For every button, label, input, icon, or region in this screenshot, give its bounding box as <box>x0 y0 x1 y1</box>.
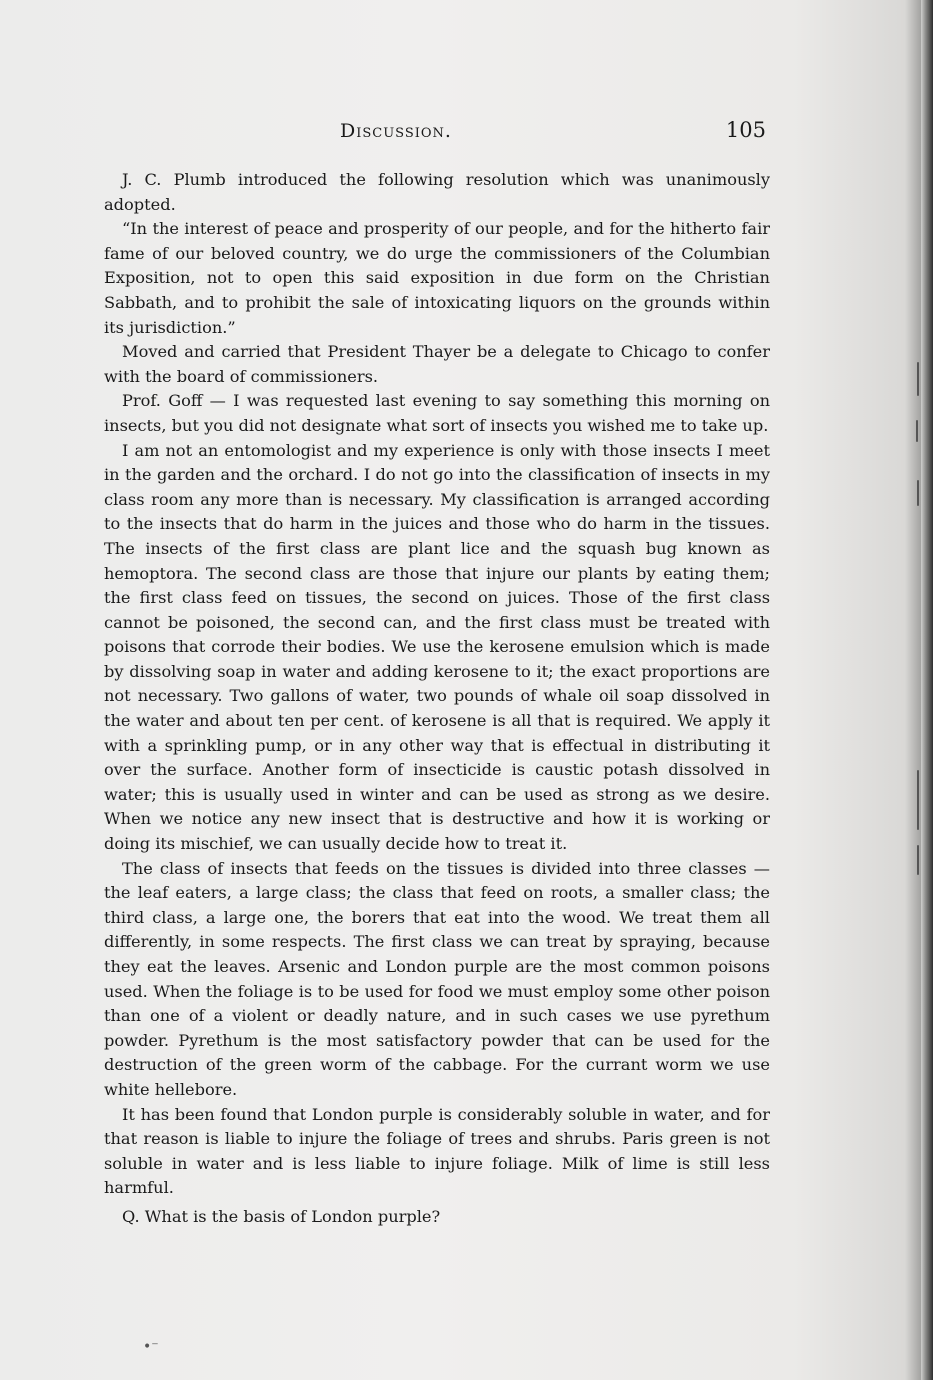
paragraph-classification: I am not an entomologist and my experience is only with those insects I meet in the garden and the orchard. I do not go into the classification of insects in my class room any more than is necessary. My classification is arranged according to the insects that do harm in the juices and those who do harm in the tissues. The insects of the first class are plant lice and the squash bug known as hemoptora. The second class are those that injure our plants by eating them; the first class feed on tissues, the second on juices. Those of the first class cannot be poisoned, the second can, and the first class must be treated with poisons that corrode their bodies. We use the kerosene emulsion which is made by dissolving soap in water and adding kerosene to it; the exact proportions are not necessary. Two gallons of water, two pounds of whale oil soap dissolved in the water and about ten per cent. of kerosene is all that is required. We apply it with a sprinkling pump, or in any other way that is effectual in distributing it over the surface. Another form of insecticide is caustic potash dissolved in water; this is usually used in winter and can be used as strong as we desire. When we notice any new insect that is destructive and how it is working or doing its mischief, we can usually decide how to treat it. <box>104 440 770 854</box>
page-body <box>104 168 770 1230</box>
edge-mark <box>917 362 919 396</box>
paragraph-tissue-feeders: The class of insects that feeds on the tissues is divided into three classes — the leaf eaters, a large class; the class that feed on roots, a smaller class; the third class, a large one, the borers that eat into the wood. We treat them all differently, in some respects. The first class we can treat by spraying, because they eat the leaves. Arsenic and London purple are the most common poisons used. When the foliage is to be used for food we must employ some other poison than one of a violent or deadly nature, and in such cases we use pyrethum powder. Pyrethum is the most satisfactory powder that can be used for the destruction of the green worm of the cabbage. For the currant worm we use white hellebore. <box>104 858 770 1099</box>
page-number: 105 <box>725 118 766 142</box>
paragraph-resolution-text: “In the interest of peace and prosperity of our people, and for the hitherto fair fame of our beloved country, we do urge the commissioners of the Columbian Exposition, not to open this said exposition in due form on the Christian Sabbath, and to prohibit the sale of intoxicating liquors on the grounds within its jurisdiction.” <box>104 219 770 337</box>
paragraph-london-purple: It has been found that London purple is considerably soluble in water, and for that reason is liable to injure the foliage of trees and shrubs. Paris green is not soluble in water and is less liable to injure foliage. Milk of lime is still less harmful. <box>104 1104 770 1198</box>
running-title: Discussion. <box>340 120 452 142</box>
paragraph-motion: Moved and carried that President Thayer be a delegate to Chicago to confer with the board of commissioners. <box>104 342 770 386</box>
page-edge-shadow <box>921 0 933 1380</box>
edge-mark <box>917 480 919 506</box>
running-header <box>100 116 770 146</box>
printer-mark: •⁻ <box>143 1339 159 1355</box>
edge-mark <box>917 770 919 830</box>
paragraph-prof-goff: Prof. Goff — I was requested last evening to say something this morning on insects, but you did not designate what sort of insects you wished me to take up. <box>104 391 770 435</box>
edge-mark <box>917 845 919 875</box>
paragraph-resolution-intro: J. C. Plumb introduced the following resolution which was unanimously adopted. <box>104 170 770 214</box>
edge-mark <box>916 420 918 442</box>
question-line: Q. What is the basis of London purple? <box>122 1206 441 1226</box>
